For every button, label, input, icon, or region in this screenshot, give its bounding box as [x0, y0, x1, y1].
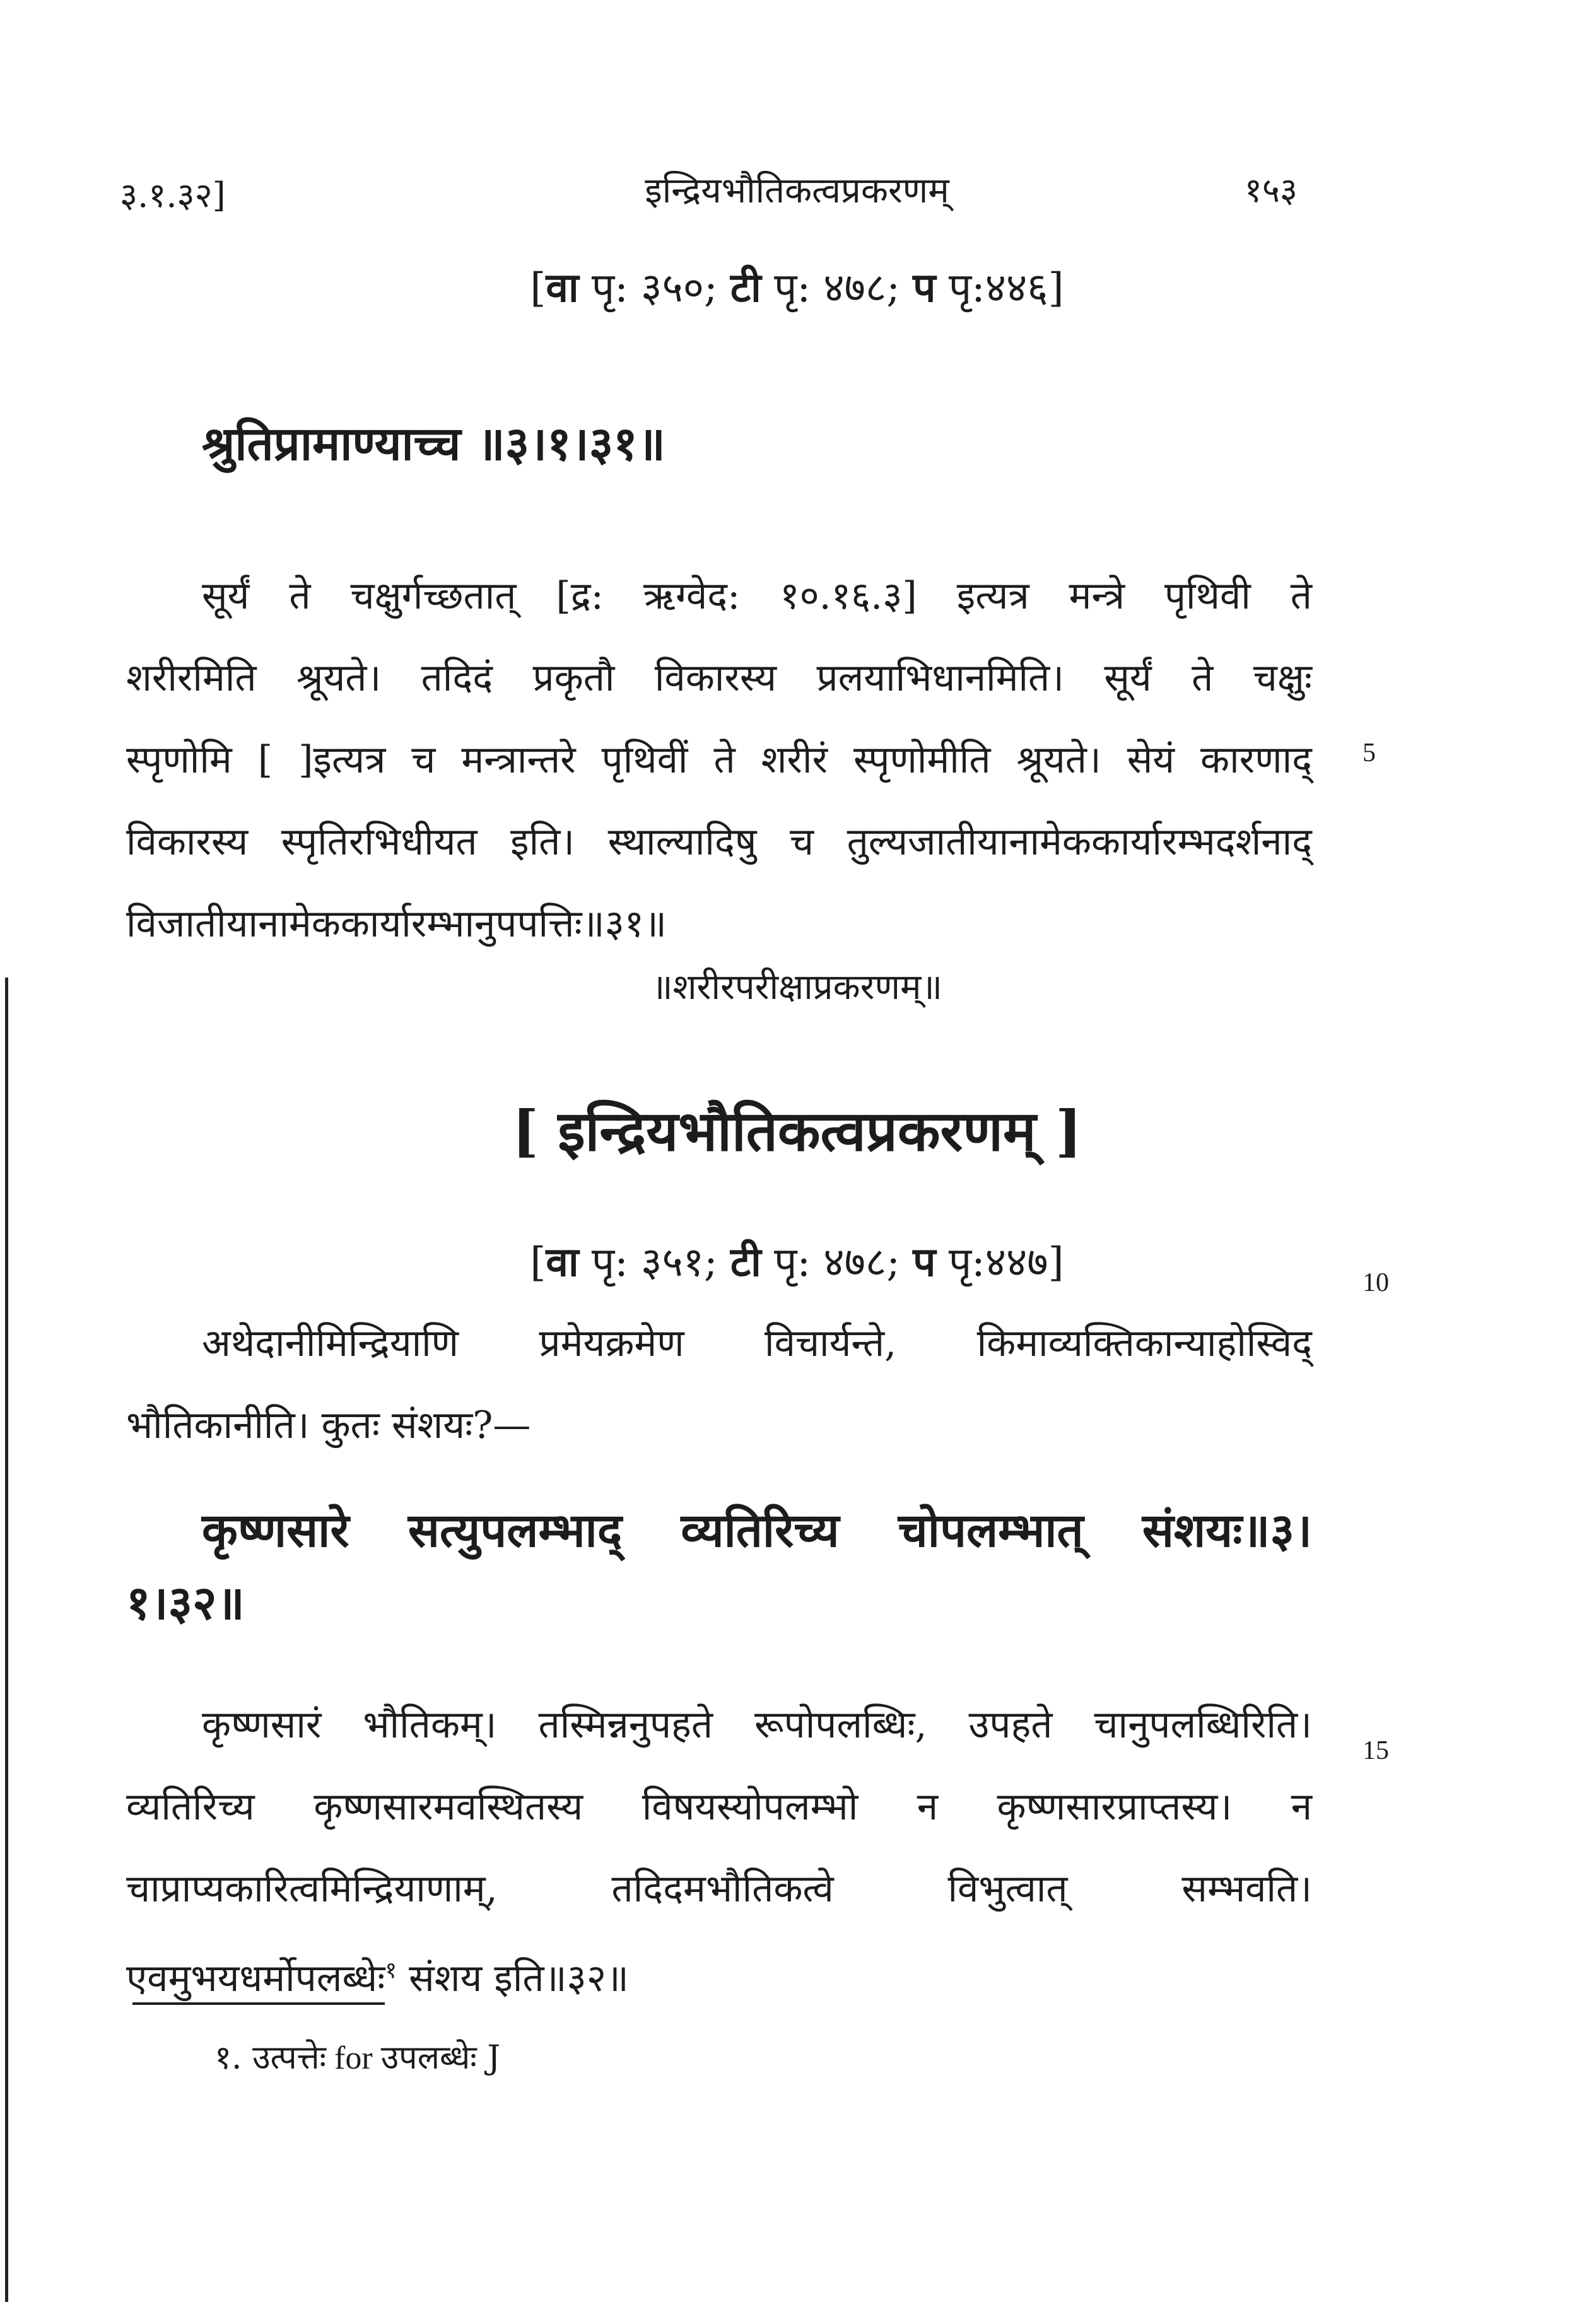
commentary-paragraph-3 [126, 1684, 1312, 2012]
sutra-line: कृष्णसारे सत्युपलम्भाद् व्यतिरिच्य चोपलम्भात् संशयः॥३। [202, 1504, 1312, 1558]
commentary-paragraph-1 [126, 555, 1312, 965]
text-line: चाप्राप्यकारित्वमिन्द्रियाणाम्, तदिदमभौतिकत्वे विभुत्वात् सम्भवति। [126, 1867, 1312, 1911]
line-number: 15 [1363, 1736, 1389, 1765]
text-line: विजातीयानामेककार्यारम्भानुपपत्तिः॥३१॥ [126, 902, 667, 946]
text-line: स्पृणोमि [ ]इत्यत्र च मन्त्रान्तरे पृथिवीं ते शरीरं स्पृणोमीति श्रूयते। सेयं कारणाद् [126, 738, 1312, 782]
commentary-reference-2: [वा पृ: ३५१; टी पृ: ४७८; प पृ:४४७] [530, 1239, 1064, 1286]
line-number: 10 [1363, 1268, 1389, 1297]
text-line: कृष्णसारं भौतिकम्। तस्मिन्ननुपहते रूपोपलब्धिः, उपहते चानुपलब्धिरिति। [202, 1703, 1312, 1747]
text-line: अथेदानीमिन्द्रियाणि प्रमेयक्रमेण विचार्यन्ते, किमाव्यक्तिकान्याहोस्विद् [202, 1321, 1312, 1365]
sutra-31: श्रुतिप्रामाण्याच्च ॥३।१।३१॥ [202, 417, 665, 471]
section-title: [ इन्द्रियभौतिकत्वप्रकरणम् ] [512, 1098, 1082, 1164]
text-line: शरीरमिति श्रूयते। तदिदं प्रकृतौ विकारस्य प्रलयाभिधानमिति। सूर्यं ते चक्षुः [126, 656, 1312, 700]
footnote: १. उत्पत्तेः for उपलब्धेः J [214, 2039, 501, 2077]
sutra-32 [126, 1495, 1312, 1640]
footnote-marker: १ [385, 1958, 397, 1983]
text-line: विकारस्य स्पृतिरभिधीयत इति। स्थाल्यादिषु च तुल्यजातीयानामेककार्यारम्भदर्शनाद् [126, 820, 1312, 864]
text-line: सूर्यं ते चक्षुर्गच्छतात् [द्र: ऋग्वेद: १०.१६.३] इत्यत्र मन्त्रे पृथिवी ते [202, 574, 1312, 618]
commentary-reference-1: [वा पृ: ३५०; टी पृ: ४७८; प पृ:४४६] [530, 264, 1064, 312]
commentary-paragraph-2 [126, 1302, 1312, 1466]
line-number: 5 [1363, 739, 1376, 768]
footnote-rule [132, 2002, 385, 2005]
scan-edge-line [5, 978, 8, 2302]
running-head-verse-ref: ३.१.३२] [120, 175, 226, 215]
section-end-label: ॥शरीरपरीक्षाप्रकरणम्॥ [651, 967, 943, 1008]
page-number: १५३ [1244, 170, 1298, 210]
running-head-title: इन्द्रियभौतिकत्वप्रकरणम् [645, 170, 949, 211]
sutra-line: १।३२॥ [126, 1576, 245, 1630]
text-line: व्यतिरिच्य कृष्णसारमवस्थितस्य विषयस्योपलम्भो न कृष्णसारप्राप्तस्य। न [126, 1785, 1312, 1829]
text-line: एवमुभयधर्मोपलब्धेः$^१$ संशय इति॥३२॥ [126, 1956, 629, 2000]
text-line: भौतिकानीति। कुतः संशयः?— [126, 1403, 531, 1447]
